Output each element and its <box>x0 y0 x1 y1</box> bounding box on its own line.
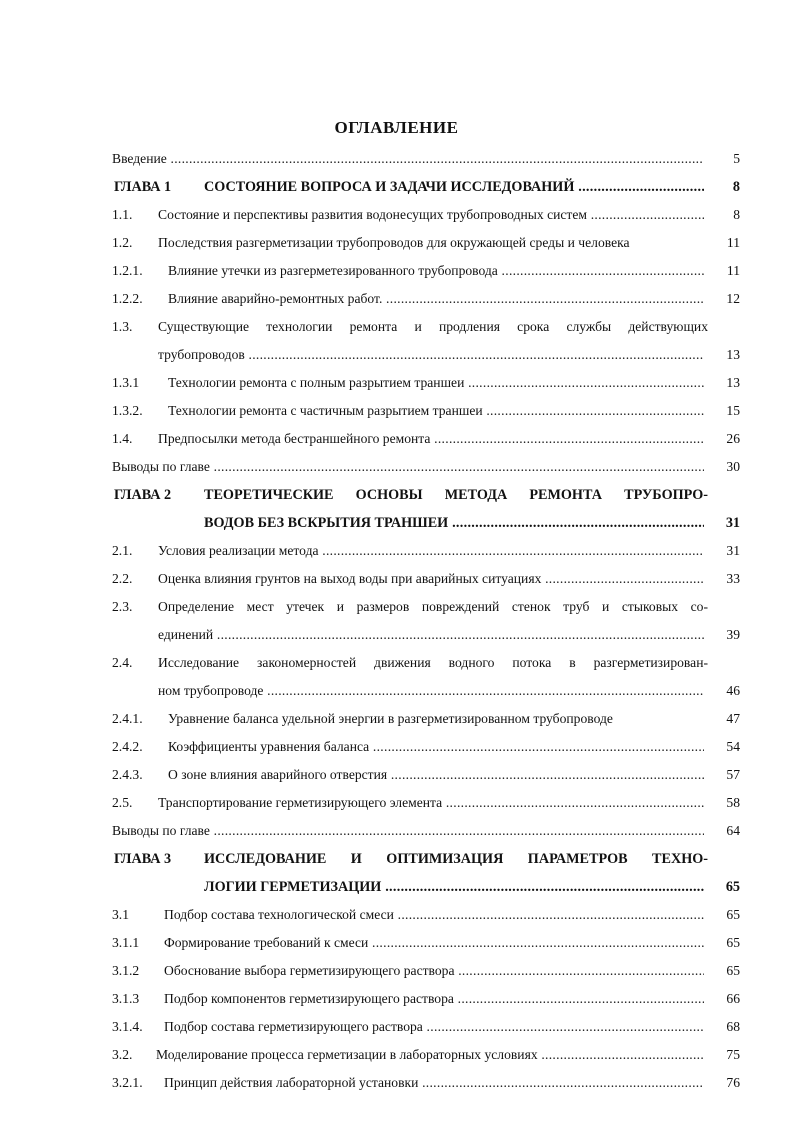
toc-entry-3-1-2[interactable] <box>112 960 740 982</box>
toc-entry-2-2[interactable] <box>112 568 740 590</box>
toc-page-number: 65 <box>726 935 740 950</box>
toc-entry-2-5[interactable] <box>112 792 740 814</box>
toc-entry-text: Обоснование выбора герметизирующего раствора ..... <box>164 960 704 982</box>
toc-entry-text-line2: трубопроводов ..... <box>158 344 704 366</box>
toc-page-number: 8 <box>733 207 740 222</box>
toc-page-number: 46 <box>726 683 740 698</box>
toc-entry-text: Влияние утечки из разгерметезированного трубопровода ..... <box>168 260 704 282</box>
toc-section-number: 2.4. <box>112 655 133 670</box>
toc-entry-1-1[interactable] <box>112 204 740 226</box>
toc-entry-text-line2: ЛОГИИ ГЕРМЕТИЗАЦИИ ..... <box>204 876 704 898</box>
toc-entry-text: Условия реализации метода ..... <box>158 540 704 562</box>
toc-entry-chapter-1[interactable] <box>112 176 740 198</box>
toc-entry-1-4[interactable] <box>112 428 740 450</box>
toc-entry-2-4-1[interactable] <box>112 708 740 730</box>
toc-entry-1-2[interactable] <box>112 232 740 254</box>
toc-entry-text: Предпосылки метода бестраншейного ремонта ..... <box>158 428 704 450</box>
toc-entry-1-2-2[interactable] <box>112 288 740 310</box>
toc-entry-1-3-continued[interactable] <box>112 344 740 366</box>
toc-section-number: 2.3. <box>112 599 133 614</box>
toc-entry-text: Оценка влияния грунтов на выход воды при аварийных ситуациях ..... <box>158 568 704 590</box>
toc-entry-1-3[interactable] <box>112 316 740 338</box>
toc-page-number: 64 <box>726 823 740 838</box>
toc-entry-text: Влияние аварийно-ремонтных работ. ..... <box>168 288 704 310</box>
toc-page-number: 65 <box>725 879 740 895</box>
toc-entry-text: Введение ..... <box>112 148 704 170</box>
toc-section-number: 3.1.1 <box>112 935 140 950</box>
toc-section-number: 1.4. <box>112 431 133 446</box>
toc-page-number: 31 <box>725 515 740 531</box>
toc-entry-text-line2: ВОДОВ БЕЗ ВСКРЫТИЯ ТРАНШЕИ ..... <box>204 512 704 534</box>
toc-entry-2-3-continued[interactable] <box>112 624 740 646</box>
toc-section-number: 2.5. <box>112 795 133 810</box>
toc-page-number: 15 <box>726 403 740 418</box>
toc-entry-1-2-1[interactable] <box>112 260 740 282</box>
toc-entry-text: СОСТОЯНИЕ ВОПРОСА И ЗАДАЧИ ИССЛЕДОВАНИЙ ..... <box>204 176 704 198</box>
toc-page-number: 65 <box>726 907 740 922</box>
toc-entry-text: Формирование требований к смеси ..... <box>164 932 704 954</box>
toc-entry-2-4[interactable] <box>112 652 740 674</box>
toc-entry-2-4-3[interactable] <box>112 764 740 786</box>
toc-page-number: 54 <box>726 739 740 754</box>
toc-entry-chapter-2-continued[interactable] <box>112 512 740 534</box>
toc-section-number: 1.3. <box>112 319 133 334</box>
toc-section-number: 3.1.2 <box>112 963 140 978</box>
toc-page-number: 47 <box>726 711 740 726</box>
toc-entry-text: О зоне влияния аварийного отверстия ..... <box>168 764 704 786</box>
toc-page-number: 5 <box>733 151 740 166</box>
toc-page-number: 75 <box>726 1047 740 1062</box>
toc-entry-3-2-1[interactable] <box>112 1072 740 1094</box>
toc-entry-1-3-1[interactable] <box>112 372 740 394</box>
toc-entry-text: Подбор состава технологической смеси ..... <box>164 904 704 926</box>
toc-page-number: 66 <box>726 991 740 1006</box>
toc-entry-text: Транспортирование герметизирующего элемента ..... <box>158 792 704 814</box>
toc-page-number: 33 <box>726 571 740 586</box>
toc-entry-text-line2: ном трубопроводе ..... <box>158 680 704 702</box>
toc-entry-text-line1: ИССЛЕДОВАНИЕ И ОПТИМИЗАЦИЯ ПАРАМЕТРОВ ТЕХНО- <box>204 851 708 867</box>
toc-entry-3-1[interactable] <box>112 904 740 926</box>
toc-page-number: 68 <box>726 1019 740 1034</box>
toc-entry-text: Подбор компонентов герметизирующего раствора ..... <box>164 988 704 1010</box>
toc-entry-chapter-2-conclusions[interactable] <box>112 820 740 842</box>
page-title: ОГЛАВЛЕНИЕ <box>334 118 459 137</box>
toc-entry-text: Технологии ремонта с частичным разрытием траншеи ..... <box>168 400 704 422</box>
toc-entry-chapter-2[interactable] <box>112 484 740 506</box>
toc-entry-3-2[interactable] <box>112 1044 740 1066</box>
toc-page-number: 58 <box>726 795 740 810</box>
toc-section-number: 3.1 <box>112 907 129 922</box>
toc-page-number: 11 <box>726 263 740 278</box>
toc-entry-text-line1: ТЕОРЕТИЧЕСКИЕ ОСНОВЫ МЕТОДА РЕМОНТА ТРУБОПРО- <box>204 487 708 503</box>
toc-page-number: 8 <box>732 179 740 195</box>
toc-section-number: 1.3.2. <box>112 403 143 418</box>
toc-entry-1-3-2[interactable] <box>112 400 740 422</box>
toc-entry-text: Выводы по главе ..... <box>112 456 704 478</box>
toc-page-number: 12 <box>726 291 740 306</box>
toc-entry-text-line2: единений ..... <box>158 624 704 646</box>
toc-entry-text-line1: Определение мест утечек и размеров повреждений стенок труб и стыковых со- <box>158 599 708 614</box>
toc-section-number: 1.2.2. <box>112 291 143 306</box>
toc-entry-3-1-4[interactable] <box>112 1016 740 1038</box>
toc-section-number: 2.4.2. <box>112 739 143 754</box>
toc-page-number: 13 <box>726 375 740 390</box>
toc-entry-text: Принцип действия лабораторной установки ..... <box>164 1072 704 1094</box>
toc-section-number: 3.2.1. <box>112 1075 143 1090</box>
toc-section-number: 1.1. <box>112 207 133 222</box>
toc-page-number: 26 <box>726 431 740 446</box>
toc-page-number: 65 <box>726 963 740 978</box>
toc-chapter-number: ГЛАВА 2 <box>114 487 172 503</box>
toc-section-number: 2.4.1. <box>112 711 143 726</box>
toc-entry-chapter-3-continued[interactable] <box>112 876 740 898</box>
toc-page-number: 31 <box>726 543 740 558</box>
toc-entry-2-1[interactable] <box>112 540 740 562</box>
toc-entry-text-line1: Существующие технологии ремонта и продления срока службы действующих <box>158 319 708 334</box>
toc-entry-3-1-1[interactable] <box>112 932 740 954</box>
toc-section-number: 2.1. <box>112 543 133 558</box>
toc-entry-2-3[interactable] <box>112 596 740 618</box>
toc-entry-text: Моделирование процесса герметизации в лабораторных условиях ..... <box>156 1044 704 1066</box>
toc-section-number: 1.2. <box>112 235 133 250</box>
toc-section-number: 3.1.3 <box>112 991 140 1006</box>
toc-entry-introduction[interactable] <box>112 148 740 170</box>
toc-entry-3-1-3[interactable] <box>112 988 740 1010</box>
toc-page-number: 13 <box>726 347 740 362</box>
toc-chapter-number: ГЛАВА 1 <box>114 179 172 195</box>
toc-section-number: 1.3.1 <box>112 375 140 390</box>
toc-page-number: 39 <box>726 627 740 642</box>
toc-entry-chapter-1-conclusions[interactable] <box>112 456 740 478</box>
toc-entry-chapter-3[interactable] <box>112 848 740 870</box>
toc-entry-text: Коэффициенты уравнения баланса ..... <box>168 736 704 758</box>
toc-page-number: 11 <box>726 235 740 250</box>
toc-entry-2-4-continued[interactable] <box>112 680 740 702</box>
toc-section-number: 3.1.4. <box>112 1019 143 1034</box>
toc-entry-text-line1: Исследование закономерностей движения водного потока в разгерметизирован- <box>158 655 708 670</box>
toc-section-number: 2.2. <box>112 571 133 586</box>
toc-entry-text: Подбор состава герметизирующего раствора ..... <box>164 1016 704 1038</box>
toc-entry-text: Выводы по главе ..... <box>112 820 704 842</box>
toc-chapter-number: ГЛАВА 3 <box>114 851 172 867</box>
toc-entry-text: Технологии ремонта с полным разрытием траншеи ..... <box>168 372 704 394</box>
toc-page-number: 30 <box>726 459 740 474</box>
toc-page-number: 57 <box>726 767 740 782</box>
toc-page-number: 76 <box>726 1075 740 1090</box>
toc-entry-text: Состояние и перспективы развития водонесущих трубопроводных систем ..... <box>158 204 704 226</box>
toc-section-number: 1.2.1. <box>112 263 143 278</box>
toc-entry-text: Уравнение баланса удельной энергии в разгерметизированном трубопроводе <box>168 711 613 726</box>
toc-entry-text: Последствия разгерметизации трубопроводов для окружающей среды и человека <box>158 235 630 250</box>
toc-section-number: 2.4.3. <box>112 767 143 782</box>
toc-section-number: 3.2. <box>112 1047 133 1062</box>
toc-entry-2-4-2[interactable] <box>112 736 740 758</box>
